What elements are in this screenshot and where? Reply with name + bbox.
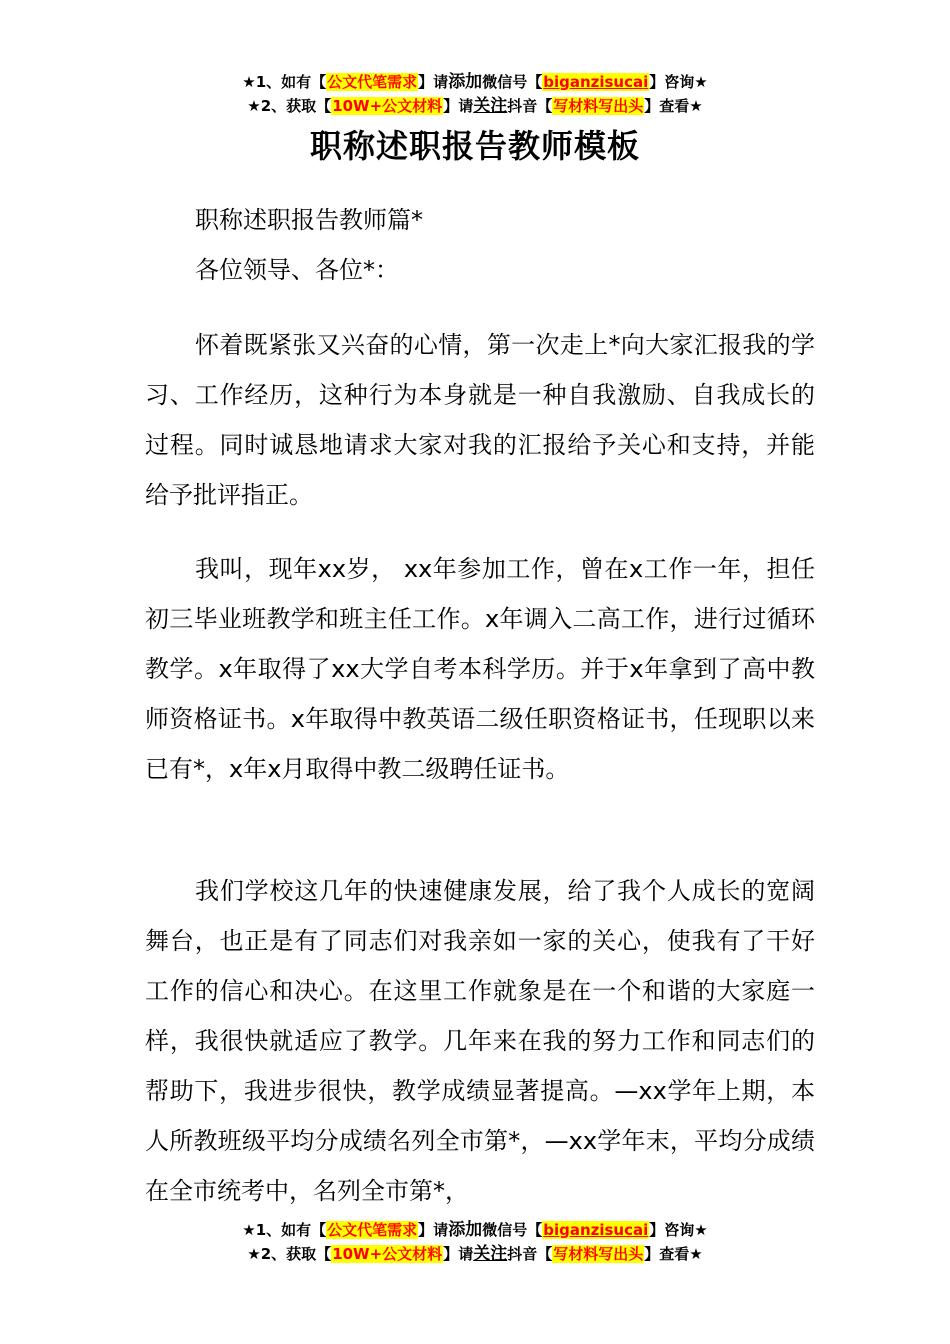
promo-text: 】请	[443, 97, 474, 115]
promo-text: 微信号【	[482, 1221, 543, 1239]
douyin-id: 写材料写出头	[553, 97, 644, 115]
wechat-id: biganzisucai	[543, 1221, 649, 1239]
promo-text: 2、获取【	[260, 97, 332, 115]
salutation: 各位领导、各位*：	[195, 256, 399, 284]
promo-highlight: 公文代笔需求	[327, 73, 418, 91]
star-icon: ★	[242, 1221, 256, 1239]
promo-line-2	[0, 1242, 950, 1266]
promo-highlight: 10W+公文材料	[332, 1245, 443, 1263]
paragraph-text: 我叫，现年xx岁， xx年参加工作，曾在x工作一年，担任初三毕业班教学和班主任工作。x年调入二高工作，进行过循环教学。x年取得了xx大学自考本科学历。并于x年拿到了高中教师资格证书。x年取得中教英语二级任职资格证书，任现职以来已有*，x年x月取得中教二级聘任证书。	[145, 555, 815, 783]
promo-highlight: 10W+公文材料	[332, 97, 443, 115]
paragraph-2	[145, 544, 815, 794]
promo-highlight: 公文代笔需求	[327, 1221, 418, 1239]
promo-text: 】请	[418, 1221, 449, 1239]
promo-text: 抖音【	[507, 1245, 553, 1263]
document-subtitle: 职称述职报告教师篇*	[195, 206, 423, 234]
promo-text: 】咨询★	[649, 73, 708, 91]
promo-emphasis: 添加	[448, 72, 483, 92]
paragraph-text: 怀着既紧张又兴奋的心情，第一次走上*向大家汇报我的学习、工作经历，这种行为本身就是一种自我激励、自我成长的过程。同时诚恳地请求大家对我的汇报给予关心和支持，并能给予批评指正。	[145, 331, 815, 509]
promo-text: 】查看★	[644, 97, 703, 115]
promo-banner-bottom	[0, 1218, 950, 1266]
promo-text: 1、如有【	[255, 73, 327, 91]
star-icon: ★	[247, 1245, 261, 1263]
promo-emphasis: 添加	[448, 1220, 483, 1240]
promo-emphasis: 关注	[473, 96, 508, 116]
promo-banner-top	[0, 70, 950, 118]
star-icon: ★	[247, 97, 261, 115]
promo-line-2	[0, 94, 950, 118]
paragraph-text: 我们学校这几年的快速健康发展，给了我个人成长的宽阔舞台，也正是有了同志们对我亲如一家的关心，使我有了干好工作的信心和决心。在这里工作就象是在一个和谐的大家庭一样，我很快就适应了教学。几年来在我的努力工作和同志们的帮助下，我进步很快，教学成绩显著提高。—xx学年上期，本人所教班级平均分成绩名列全市第*，—xx学年末，平均分成绩在全市统考中，名列全市第*，	[145, 877, 815, 1205]
promo-text: 】查看★	[644, 1245, 703, 1263]
promo-text: 】请	[418, 73, 449, 91]
paragraph-1	[145, 320, 815, 520]
wechat-id: biganzisucai	[543, 73, 649, 91]
document-title: 职称述职报告教师模板	[309, 127, 640, 165]
promo-line-1	[0, 70, 950, 94]
promo-emphasis: 关注	[473, 1244, 508, 1264]
promo-text: 】咨询★	[649, 1221, 708, 1239]
promo-text: 抖音【	[507, 97, 553, 115]
paragraph-3	[145, 866, 815, 1216]
promo-text: 2、获取【	[260, 1245, 332, 1263]
promo-text: 】请	[443, 1245, 474, 1263]
star-icon: ★	[242, 73, 256, 91]
douyin-id: 写材料写出头	[553, 1245, 644, 1263]
promo-text: 微信号【	[482, 73, 543, 91]
promo-text: 1、如有【	[255, 1221, 327, 1239]
promo-line-1	[0, 1218, 950, 1242]
